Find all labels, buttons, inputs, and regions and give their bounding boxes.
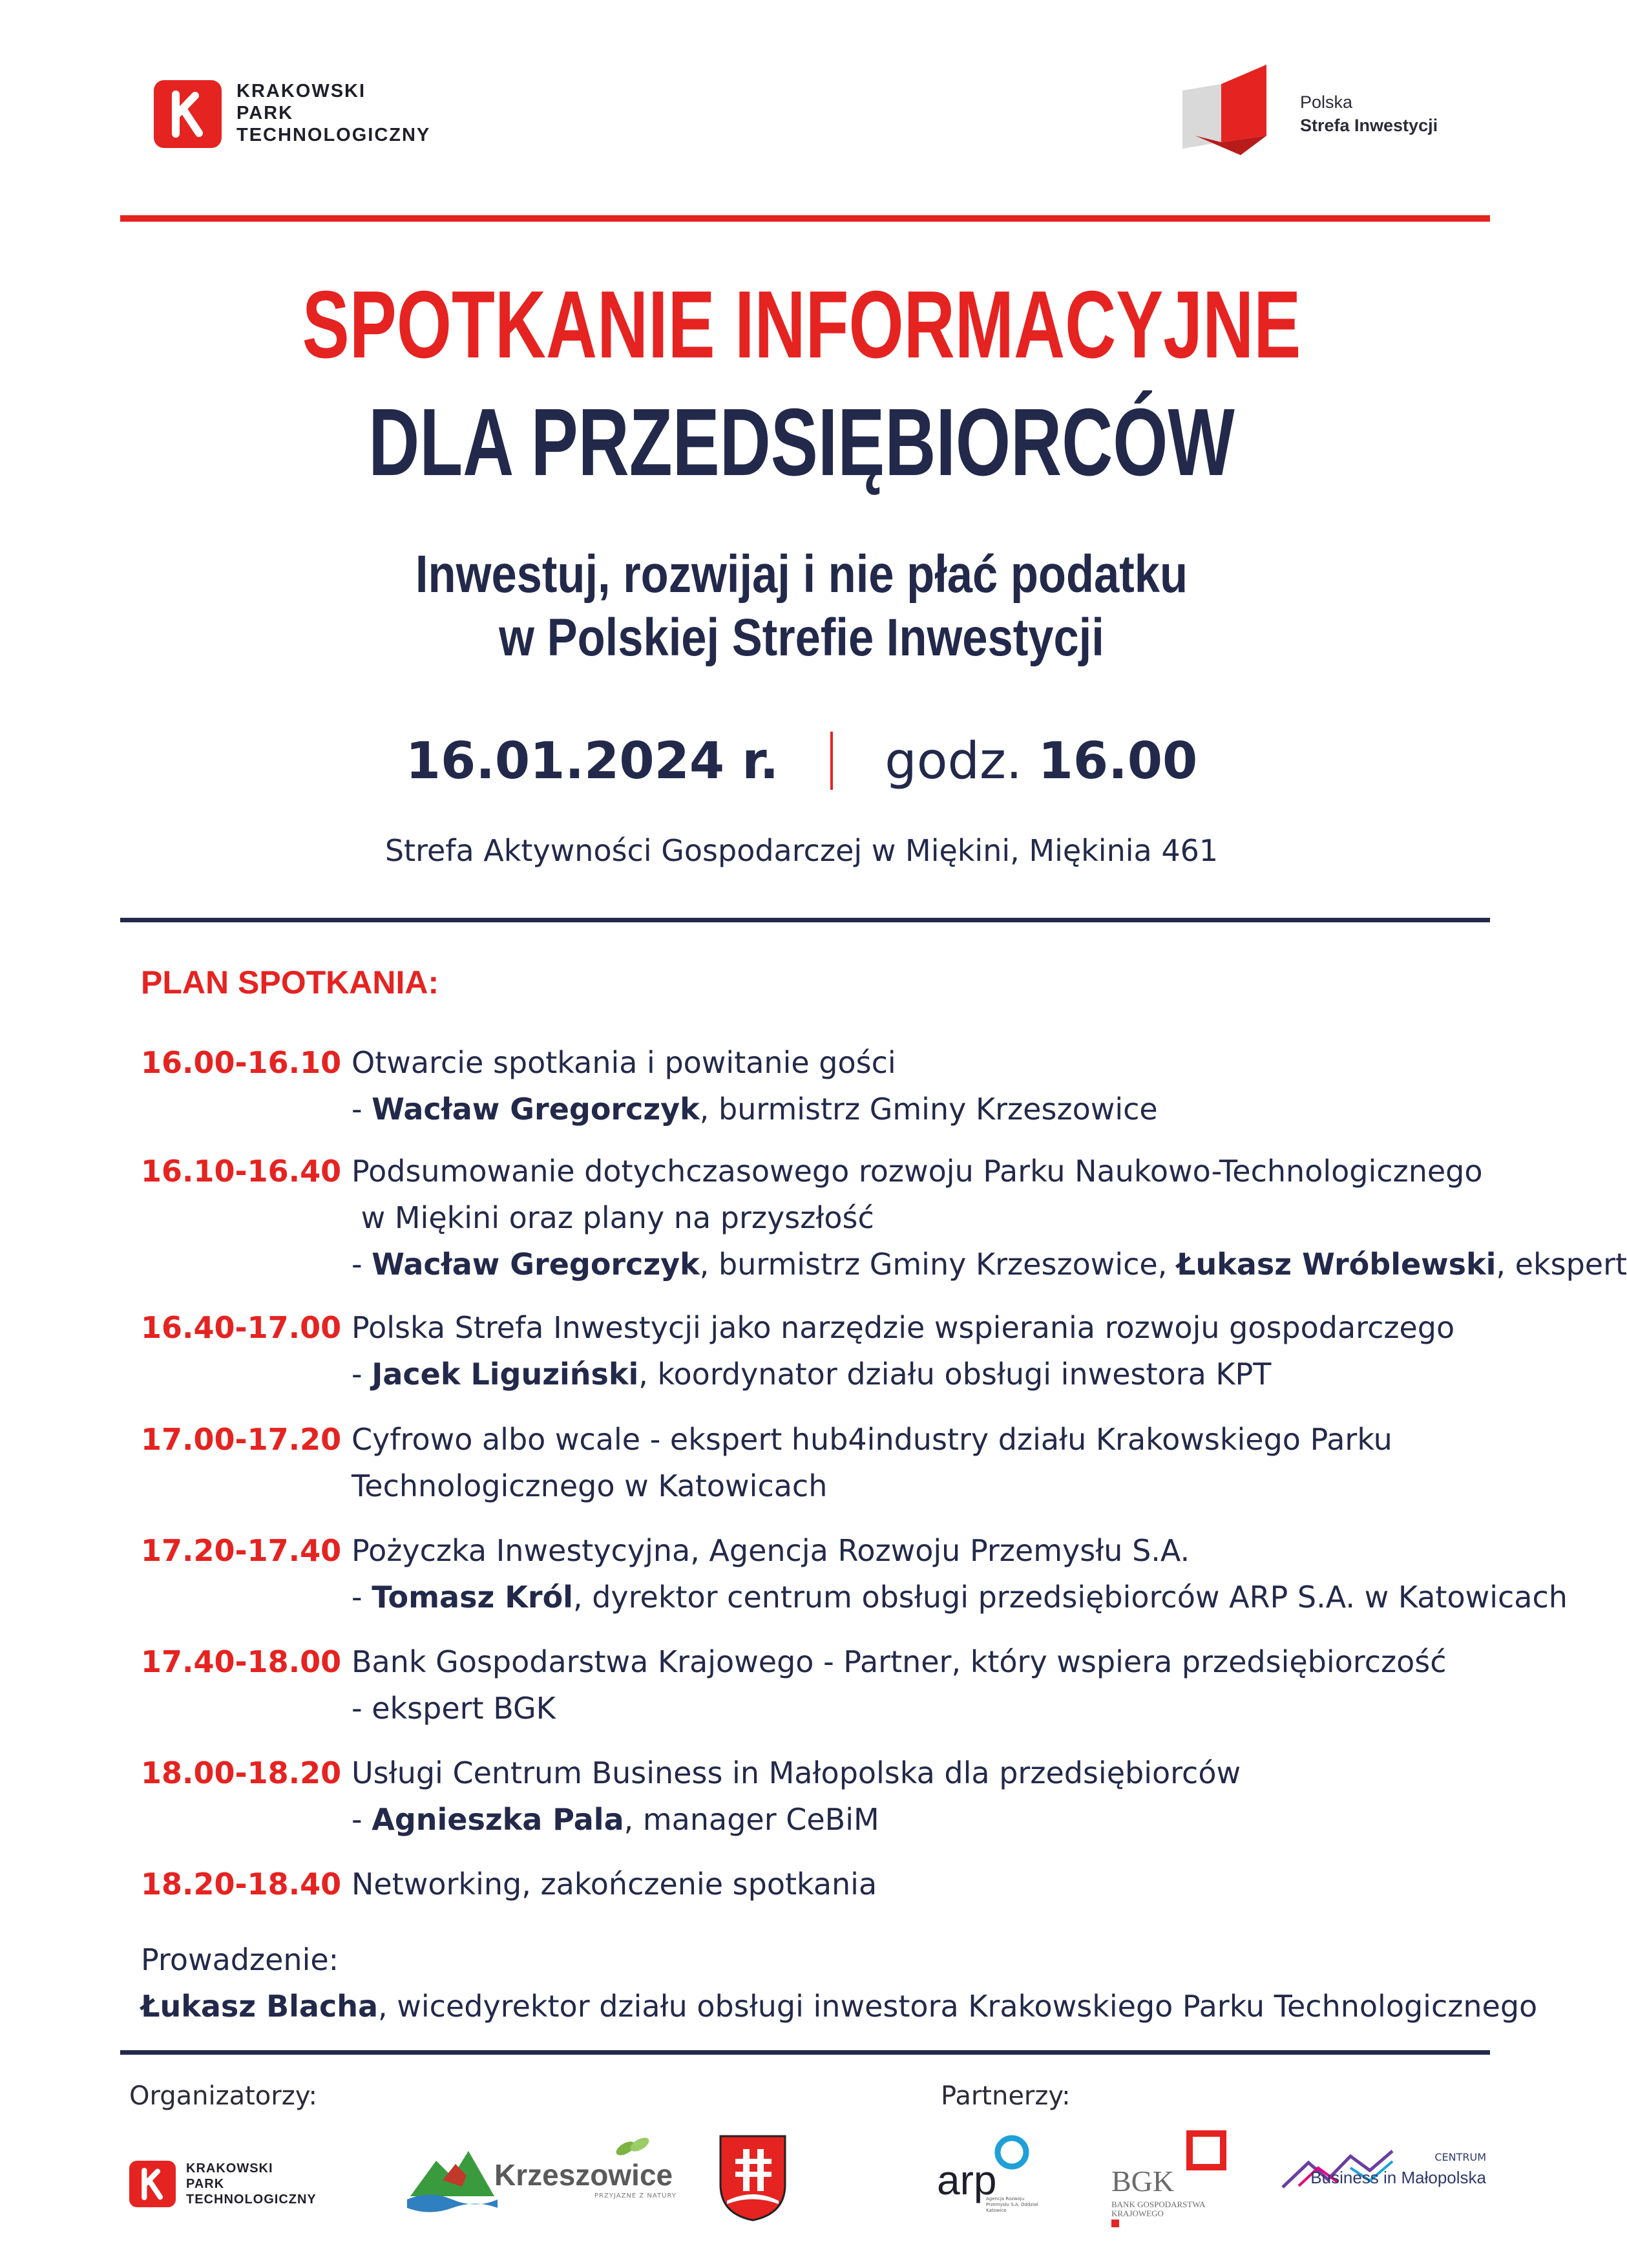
- host-name: Łukasz Blacha: [141, 1989, 379, 2024]
- bgk-square-icon: [1186, 2130, 1226, 2170]
- agenda-time: 17.40-18.00: [141, 1644, 342, 1679]
- agenda-time: 16.10-16.40: [141, 1154, 342, 1189]
- section-divider-top: [120, 918, 1490, 922]
- agenda-description: Usługi Centrum Business in Małopolska dla przedsiębiorców - Agnieszka Pala, manager CeBiM: [352, 1755, 1241, 1837]
- speaker-name: Wacław Gregorczyk: [372, 1092, 700, 1127]
- page-title-line2: DLA PRZEDSIĘBIORCÓW: [368, 389, 1235, 496]
- agenda-description: Podsumowanie dotychczasowego rozwoju Parku Naukowo-Technologicznego w Miękini oraz plany na przyszłość - Wacław Gregorczyk, burmistrz Gminy Krzeszowice, Łukasz Wróblewski, ekspert: [352, 1154, 1627, 1282]
- bgk-dot-icon: [1111, 2220, 1119, 2227]
- agenda-description: Bank Gospodarstwa Krajowego - Partner, który wspiera przedsiębiorczość - ekspert BGK: [352, 1644, 1447, 1726]
- krzeszowice-hills-icon: [407, 2138, 498, 2216]
- psi-logo-mark: [1182, 65, 1279, 162]
- subtitle-line1: Inwestuj, rozwijaj i nie płać podatku: [415, 545, 1188, 604]
- speaker-name: Tomasz Król: [372, 1580, 573, 1615]
- kpt-logo-mark: [154, 80, 222, 148]
- date-separator: [830, 732, 833, 790]
- subtitle-line2: w Polskiej Strefie Inwestycji: [499, 608, 1104, 667]
- partners-label: Partnerzy:: [941, 2081, 1071, 2111]
- agenda-time: 17.00-17.20: [141, 1422, 342, 1457]
- section-divider-bottom: [120, 2050, 1490, 2055]
- agenda-description: Cyfrowo albo wcale - ekspert hub4industry działu Krakowskiego Parku Technologicznego w Katowicach: [352, 1422, 1392, 1503]
- agenda-description: Polska Strefa Inwestycji jako narzędzie wspierania rozwoju gospodarczego - Jacek Liguziński, koordynator działu obsługi inwestora KPT: [352, 1310, 1455, 1392]
- psi-logo-text: Polska Strefa Inwestycji: [1300, 92, 1438, 135]
- speaker-name: Łukasz Wróblewski: [1176, 1247, 1496, 1282]
- agenda-time: 17.20-17.40: [141, 1533, 342, 1568]
- agenda-description: Pożyczka Inwestycyjna, Agencja Rozwoju Przemysłu S.A. - Tomasz Król, dyrektor centrum obsługi przedsiębiorców ARP S.A. w Katowicach: [352, 1533, 1568, 1615]
- kpt-k-icon: [154, 80, 222, 148]
- agenda-time: 18.00-18.20: [141, 1755, 342, 1790]
- leaf-icon: [614, 2133, 653, 2159]
- agenda-time: 16.40-17.00: [141, 1310, 342, 1345]
- event-time: 16.00: [1038, 732, 1198, 790]
- host-role: , wicedyrektor działu obsługi inwestora Krakowskiego Parku Technologicznego: [378, 1989, 1538, 2024]
- krzeszowice-logo: Krzeszowice PRZYJAZNE Z NATURY: [407, 2133, 666, 2217]
- page-title-line1: SPOTKANIE INFORMACYJNE: [302, 271, 1301, 378]
- speaker-name: Wacław Gregorczyk: [372, 1247, 700, 1282]
- agenda-time: 18.20-18.40: [141, 1867, 342, 1902]
- plan-heading: PLAN SPOTKANIA:: [141, 964, 439, 1001]
- kpt-logo-text: KRAKOWSKI PARK TECHNOLOGICZNY: [236, 81, 431, 145]
- cebim-logo: CENTRUM Business in Małopolska: [1279, 2146, 1486, 2217]
- header-divider: [120, 215, 1490, 222]
- arp-logo: arp Agencja Rozwoju Przemysłu S.A. Oddział Katowice: [937, 2133, 1047, 2223]
- bgk-logo: BGK BANK GOSPODARSTWA KRAJOWEGO: [1111, 2130, 1247, 2227]
- arp-ring-icon: [992, 2133, 1031, 2172]
- speaker-name: Jacek Liguziński: [372, 1357, 639, 1392]
- agenda-description: Otwarcie spotkania i powitanie gości - Wacław Gregorczyk, burmistrz Gminy Krzeszowice: [352, 1045, 1158, 1127]
- subtitle: [0, 543, 1603, 670]
- event-time-prefix: godz.: [885, 732, 1022, 790]
- host-label: Prowadzenie:: [141, 1942, 339, 1977]
- speaker-name: Agnieszka Pala: [372, 1802, 624, 1837]
- organizers-label: Organizatorzy:: [129, 2081, 317, 2111]
- kpt-footer-logo-mark: [129, 2161, 176, 2207]
- agenda-time: 16.00-16.10: [141, 1045, 342, 1080]
- meeting-host: [141, 1936, 1537, 2030]
- event-datetime: [0, 729, 1603, 794]
- kpt-footer-logo-text: KRAKOWSKI PARK TECHNOLOGICZNY: [186, 2161, 317, 2207]
- coat-of-arms-icon: [717, 2133, 788, 2223]
- kpt-k-icon: [129, 2161, 176, 2207]
- event-location: Strefa Aktywności Gospodarczej w Miękini, Miękinia 461: [384, 833, 1219, 868]
- agenda-description: Networking, zakończenie spotkania: [352, 1867, 877, 1902]
- event-date: 16.01.2024 r.: [405, 732, 779, 790]
